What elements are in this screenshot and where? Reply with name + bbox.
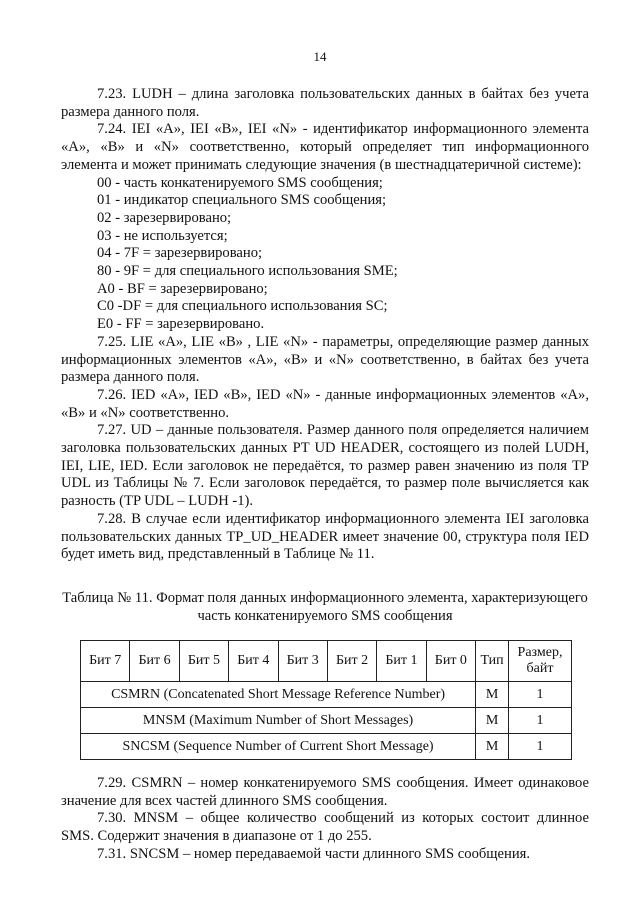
header-type: Тип xyxy=(476,641,509,682)
header-bit5: Бит 5 xyxy=(179,641,228,682)
paragraph: 7.28. В случае если идентификатор информационного элемента IEI заголовка пользовательских данных TP_UD_HEADER имеет значение 00, структура поля IED будет иметь вид, представленный в Таблице № 11. xyxy=(61,510,589,563)
list-item: 80 - 9F = для специального использования SME; xyxy=(97,263,398,280)
table-row xyxy=(81,734,572,760)
header-bit4: Бит 4 xyxy=(229,641,278,682)
paragraph: 7.25. LIE «A», LIE «B» , LIE «N» - параметры, определяющие размер данных информационных элементов «A», «B» и «N» соответственно, в байтах без учета размера данного поля. xyxy=(61,333,589,386)
list-item: 02 - зарезервировано; xyxy=(97,209,232,226)
header-bit3: Бит 3 xyxy=(278,641,327,682)
type-cell: M xyxy=(476,734,509,760)
field-csmrn: CSMRN (Concatenated Short Message Reference Number) xyxy=(81,682,476,708)
list-item: 04 - 7F = зарезервировано; xyxy=(97,245,263,262)
paragraph: 7.23. LUDH – длина заголовка пользовательских данных в байтах без учета размера данного поля. xyxy=(61,86,589,120)
header-bit0: Бит 0 xyxy=(426,641,475,682)
body-text-top xyxy=(61,86,589,564)
list-item: 00 - часть конкатенируемого SMS сообщения; xyxy=(97,174,383,191)
list-item: C0 -DF = для специального использования SC; xyxy=(97,298,388,315)
size-cell: 1 xyxy=(509,682,572,708)
header-bit1: Бит 1 xyxy=(377,641,426,682)
paragraph: 7.27. UD – данные пользователя. Размер данного поля определяется наличием заголовка пользовательских данных PT UD HEADER, состоящего из полей LUDH, IEI, LIE, IED. Если заголовок не передаётся, то размер равен значению из поля TP UDL из Таблицы № 7. Если заголовок передаётся, то размер поле вычисляется как разность (TP UDL – LUDH -1). xyxy=(61,422,589,510)
body-text-bottom xyxy=(61,775,589,864)
format-table xyxy=(80,640,572,760)
table-row xyxy=(81,682,572,708)
list-item: 01 - индикатор специального SMS сообщения; xyxy=(97,192,387,209)
page-number: 14 xyxy=(313,49,327,64)
table-caption: Таблица № 11. Формат поля данных информационного элемента, характеризующего часть конкатенируемого SMS сообщения xyxy=(62,590,588,624)
paragraph: 7.29. CSMRN – номер конкатенируемого SMS сообщения. Имеет одинаковое значение для всех частей длинного SMS сообщения. xyxy=(61,775,589,809)
type-cell: M xyxy=(476,708,509,734)
header-bit2: Бит 2 xyxy=(327,641,376,682)
table-header-row xyxy=(81,641,572,682)
size-cell: 1 xyxy=(509,734,572,760)
list-item: 03 - не используется; xyxy=(97,227,228,244)
type-cell: M xyxy=(476,682,509,708)
paragraph: 7.26. IED «A», IED «B», IED «N» - данные информационных элементов «A», «B» и «N» соответственно. xyxy=(61,386,589,421)
header-bit7: Бит 7 xyxy=(81,641,130,682)
list-item: A0 - BF = зарезервировано; xyxy=(97,280,268,297)
table-row xyxy=(81,708,572,734)
paragraph: 7.31. SNCSM – номер передаваемой части длинного SMS сообщения. xyxy=(97,845,530,862)
paragraph: 7.30. MNSM – общее количество сообщений из которых состоит длинное SMS. Содержит значения в диапазоне от 1 до 255. xyxy=(61,810,589,845)
field-mnsm: MNSM (Maximum Number of Short Messages) xyxy=(81,708,476,734)
size-cell: 1 xyxy=(509,708,572,734)
header-size: Размер, байт xyxy=(509,641,572,682)
field-sncsm: SNCSM (Sequence Number of Current Short Message) xyxy=(81,734,476,760)
list-item: E0 - FF = зарезервировано. xyxy=(97,316,265,333)
header-bit6: Бит 6 xyxy=(130,641,179,682)
paragraph: 7.24. IEI «A», IEI «B», IEI «N» - идентификатор информационного элемента «A», «B» и «N» соответственно, который определяет тип информационного элемента и может принимать следующие значения (в шестнадцатеричной системе): xyxy=(61,121,589,173)
